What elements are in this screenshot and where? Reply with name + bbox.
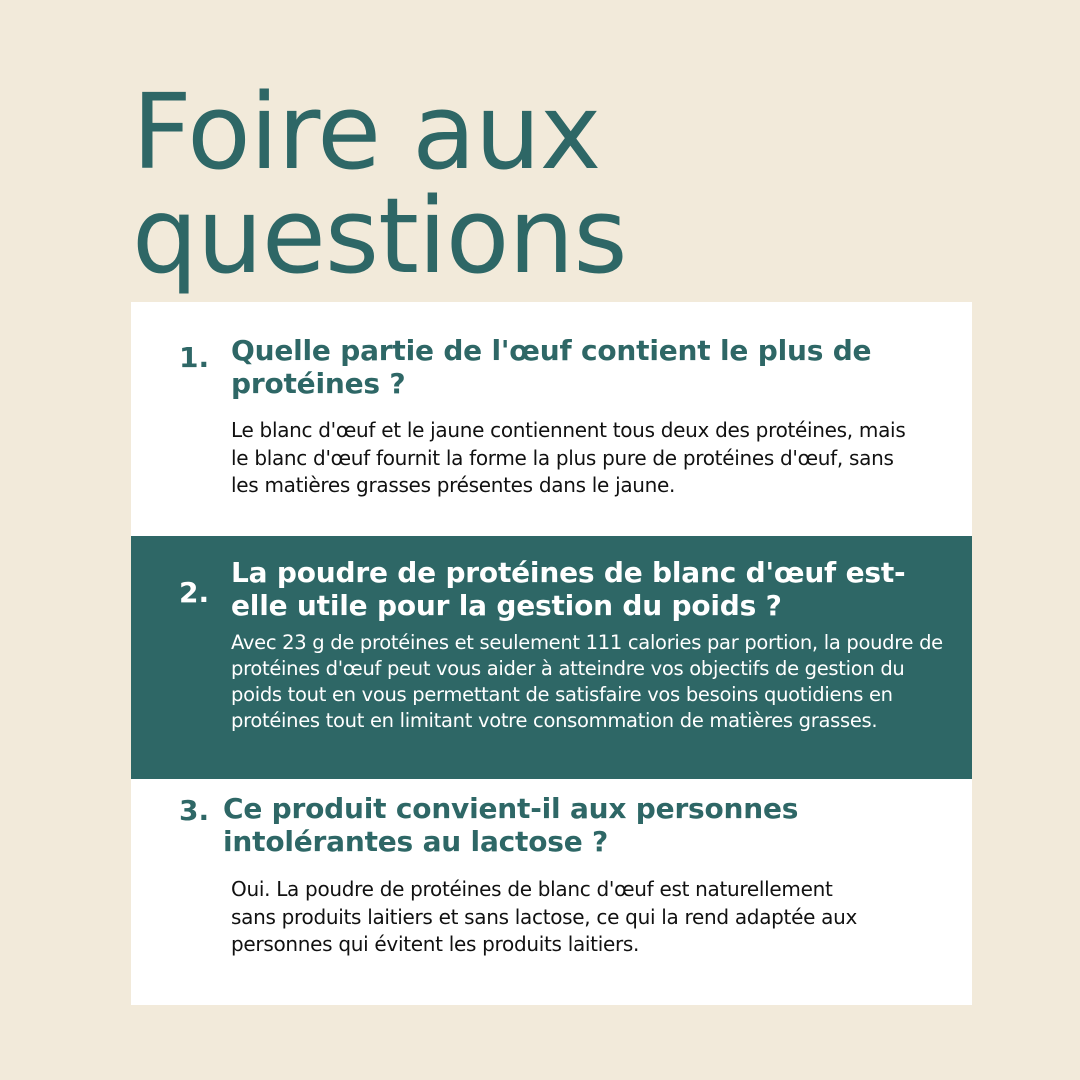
faq-answer: Avec 23 g de protéines et seulement 111 calories par portion, la poudre de protéines d'œuf peut vous aider à atteindre vos objectifs de gestion du poids tout en vous permettant de satisfaire vos besoins quotidiens en protéines tout en limitant votre consommation de matières grasses.: [231, 631, 943, 732]
faq-item-3: [131, 779, 972, 1005]
faq-answer: Oui. La poudre de protéines de blanc d'œuf est naturellement sans produits laitiers et sans lactose, ce qui la rend adaptée aux personnes qui évitent les produits laitiers.: [231, 877, 858, 956]
faq-item-2: [131, 536, 972, 779]
faq-item-number: 3.: [179, 794, 210, 827]
faq-item-number: 2.: [179, 576, 210, 609]
page-title-line-1: Foire aux: [132, 71, 601, 193]
faq-answer: Le blanc d'œuf et le jaune contiennent tous deux des protéines, mais le blanc d'œuf fournit la forme la plus pure de protéines d'œuf, sans les matières grasses présentes dans le jaune.: [231, 418, 906, 497]
faq-question: Ce produit convient-il aux personnes intolérantes au lactose ?: [223, 792, 799, 858]
faq-item-1: [131, 302, 972, 536]
page-title-line-2: questions: [132, 175, 627, 297]
faq-item-number: 1.: [179, 341, 210, 374]
faq-question: La poudre de protéines de blanc d'œuf est-elle utile pour la gestion du poids ?: [231, 556, 906, 622]
faq-question: Quelle partie de l'œuf contient le plus de protéines ?: [231, 334, 872, 400]
page-title: [132, 71, 627, 297]
